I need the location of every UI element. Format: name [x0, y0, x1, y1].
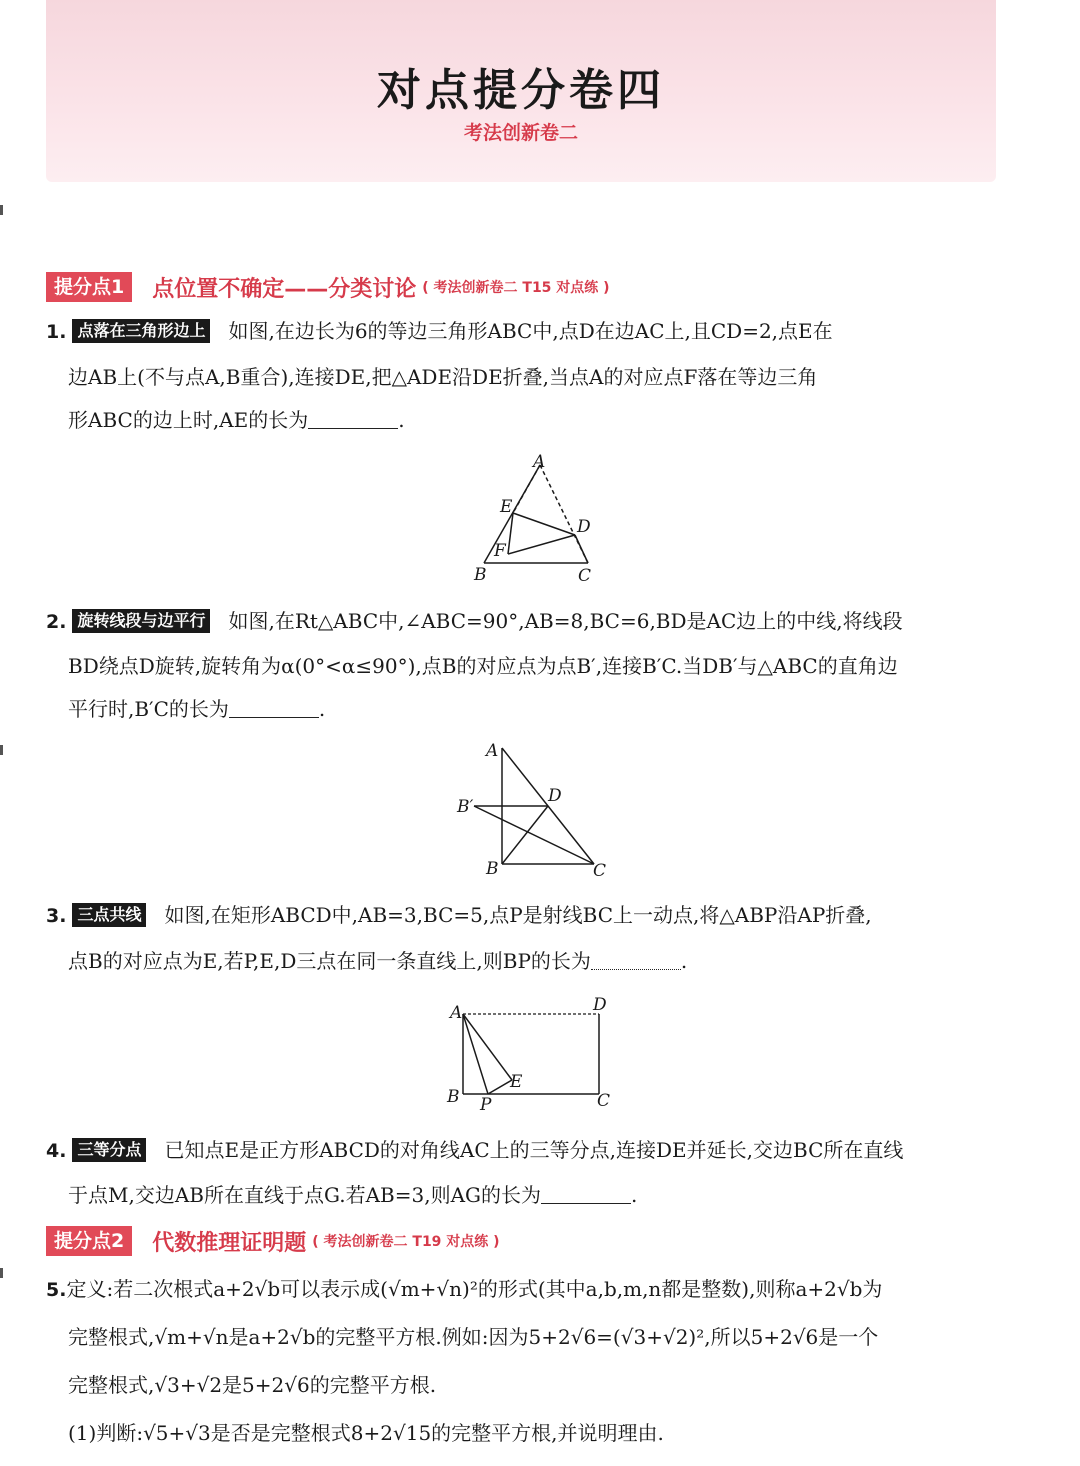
q2-line2: BD绕点D旋转,旋转角为α(0°<α≤90°),点B的对应点为点B′,连接B′C.当DB′与△ABC的直角边	[68, 654, 898, 678]
q4-answer-blank[interactable]	[541, 1185, 631, 1204]
q3-edge-ap	[463, 1014, 488, 1094]
q3-label-p: P	[480, 1095, 492, 1115]
q2-edge-bd	[502, 806, 548, 864]
q1-period: .	[398, 408, 405, 432]
q3-number: 3.	[46, 905, 67, 927]
q1-line1	[46, 316, 833, 347]
q1-label-b: B	[474, 565, 487, 585]
section-1-badge: 提分点1	[46, 272, 132, 302]
q5-line3: 完整根式,√3+√2是5+2√6的完整平方根.	[68, 1373, 437, 1397]
header-banner	[46, 0, 996, 182]
q4-line1	[46, 1135, 903, 1166]
q2-label-d: D	[548, 786, 562, 806]
edge-mark	[0, 745, 3, 755]
q1-tag: 点落在三角形边上	[72, 319, 210, 343]
q3-label-b: B	[447, 1087, 460, 1107]
q1-line2: 边AB上(不与点A,B重合),连接DE,把△ADE沿DE折叠,当点A的对应点F落在等边三角	[68, 365, 818, 389]
q2-figure	[450, 738, 620, 883]
q2-label-a: A	[486, 741, 499, 761]
q2-period: .	[318, 697, 326, 721]
edge-mark	[0, 205, 3, 215]
q3-label-e: E	[510, 1072, 523, 1092]
section-2-note: ( 考法创新卷二 T19 对点练 )	[312, 1234, 500, 1250]
section-2-badge: 提分点2	[46, 1226, 132, 1256]
q2-edge-b-prime-c	[474, 806, 594, 864]
q2-text-1: 如图,在Rt△ABC中,∠ABC=90°,AB=8,BC=6,BD是AC边上的中线,将线段	[228, 609, 903, 633]
q5-line4: (1)判断:√5+√3是否是完整根式8+2√15的完整平方根,并说明理由.	[68, 1421, 664, 1445]
q1-edge-fd	[508, 535, 575, 554]
q1-answer-blank[interactable]	[308, 410, 398, 429]
q4-period: .	[631, 1183, 638, 1207]
q1-label-f: F	[494, 541, 506, 561]
q1-label-a: A	[533, 452, 546, 472]
q2-text-3: 平行时,B′C的长为	[68, 697, 229, 721]
q1-text-3: 形ABC的边上时,AE的长为	[68, 408, 309, 432]
q3-text-1: 如图,在矩形ABCD中,AB=3,BC=5,点P是射线BC上一动点,将△ABP沿AP折叠,	[164, 903, 872, 927]
q4-text-1: 已知点E是正方形ABCD的对角线AC上的三等分点,连接DE并延长,交边BC所在直线	[164, 1138, 904, 1162]
q1-number: 1.	[46, 321, 67, 343]
q4-tag: 三等分点	[72, 1138, 146, 1162]
q5-text-1: 定义:若二次根式a+2√b可以表示成(√m+√n)²的形式(其中a,b,m,n都是整数),则称a+2√b为	[66, 1277, 883, 1301]
q5-line2: 完整根式,√m+√n是a+2√b的完整平方根.例如:因为5+2√6=(√3+√2)²,所以5+2√6是一个	[68, 1325, 879, 1349]
q1-line3	[68, 405, 405, 435]
q5-number: 5.	[46, 1279, 67, 1301]
q2-number: 2.	[46, 611, 67, 633]
q3-period: .	[680, 949, 688, 973]
q3-label-d: D	[593, 995, 607, 1015]
section-1-header	[46, 272, 610, 302]
edge-mark	[0, 1268, 3, 1278]
q3-edge-ae	[463, 1014, 512, 1080]
q3-answer-blank[interactable]	[591, 951, 681, 970]
q5-line1	[46, 1274, 882, 1305]
section-1-note: ( 考法创新卷二 T15 对点练 )	[422, 280, 610, 296]
q2-tag: 旋转线段与边平行	[72, 609, 210, 633]
q3-edge-pe	[488, 1080, 512, 1094]
q3-line1	[46, 900, 872, 931]
q3-label-a: A	[450, 1003, 463, 1023]
q1-label-e: E	[500, 497, 513, 517]
q1-label-c: C	[578, 566, 592, 586]
section-1-title: 点位置不确定——分类讨论	[152, 276, 417, 302]
page-subtitle: 考法创新卷二	[463, 122, 578, 144]
q3-text-2: 点B的对应点为E,若P,E,D三点在同一条直线上,则BP的长为	[68, 949, 591, 973]
q3-label-c: C	[597, 1091, 611, 1111]
section-2-title: 代数推理证明题	[152, 1230, 307, 1256]
q4-text-2: 于点M,交边AB所在直线于点G.若AB=3,则AG的长为	[68, 1183, 541, 1207]
q2-label-c: C	[593, 861, 607, 881]
q4-line2	[68, 1180, 637, 1210]
q1-text-1: 如图,在边长为6的等边三角形ABC中,点D在边AC上,且CD=2,点E在	[228, 319, 833, 343]
q3-figure	[440, 992, 625, 1117]
q2-label-b-prime: B′	[457, 797, 474, 817]
q1-edge-dc	[575, 535, 588, 563]
q2-answer-blank[interactable]	[229, 699, 319, 718]
q3-line2	[68, 946, 687, 976]
q3-tag: 三点共线	[72, 903, 146, 927]
q1-label-d: D	[577, 517, 591, 537]
q2-line1	[46, 606, 903, 637]
q4-number: 4.	[46, 1140, 67, 1162]
section-2-header	[46, 1226, 500, 1256]
q2-label-b: B	[486, 859, 499, 879]
q1-figure	[460, 450, 610, 590]
q2-line3	[68, 694, 325, 724]
page-title: 对点提分卷四	[377, 65, 665, 116]
